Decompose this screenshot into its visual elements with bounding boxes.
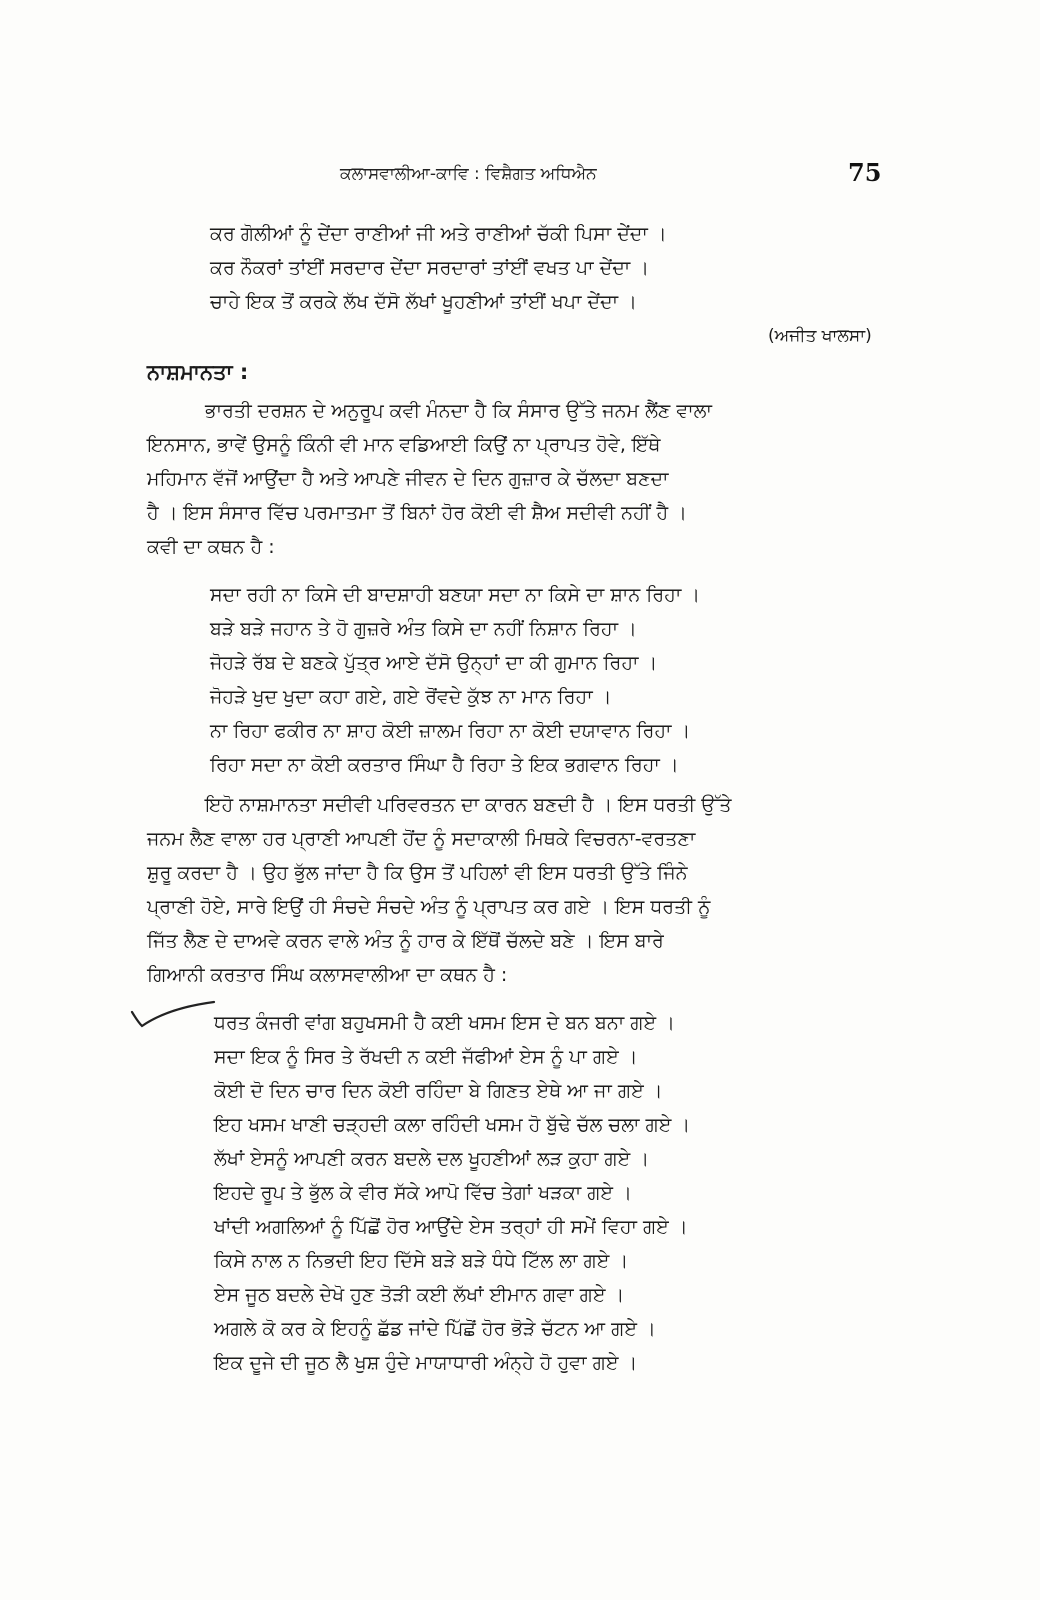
verse-line: ਬੜੇ ਬੜੇ ਜਹਾਨ ਤੇ ਹੋ ਗੁਜ਼ਰੇ ਅੰਤ ਕਿਸੇ ਦਾ ਨਹੀਂ ਨਿਸ਼ਾਨ ਰਿਹਾ । (210, 618, 637, 640)
verse-line: ਚਾਹੇ ਇਕ ਤੋਂ ਕਰਕੇ ਲੱਖ ਦੱਸੋ ਲੱਖਾਂ ਖੂਹਣੀਆਂ ਤਾਂਈਂ ਖਪਾ ਦੇਂਦਾ । (210, 291, 637, 313)
verse-line: ਕਰ ਨੌਕਰਾਂ ਤਾਂਈਂ ਸਰਦਾਰ ਦੇਂਦਾ ਸਰਦਾਰਾਂ ਤਾਂਈਂ ਵਖਤ ਪਾ ਦੇਂਦਾ । (210, 257, 650, 279)
verse-line: ਕੋਈ ਦੋ ਦਿਨ ਚਾਰ ਦਿਨ ਕੋਈ ਰਹਿੰਦਾ ਬੇ ਗਿਣਤ ਏਥੇ ਆ ਜਾ ਗਏ । (214, 1080, 663, 1102)
verse-line: ਏਸ ਜੂਠ ਬਦਲੇ ਦੇਖੋ ਹੁਣ ਤੋੜੀ ਕਈ ਲੱਖਾਂ ਈਮਾਨ ਗਵਾ ਗਏ । (214, 1284, 625, 1306)
verse-line: ਨਾ ਰਿਹਾ ਫਕੀਰ ਨਾ ਸ਼ਾਹ ਕੋਈ ਜ਼ਾਲਮ ਰਿਹਾ ਨਾ ਕੋਈ ਦਯਾਵਾਨ ਰਿਹਾ । (210, 720, 691, 742)
paragraph-line: ਜਿੱਤ ਲੈਣ ਦੇ ਦਾਅਵੇ ਕਰਨ ਵਾਲੇ ਅੰਤ ਨੂੰ ਹਾਰ ਕੇ ਇੱਥੋਂ ਚੱਲਦੇ ਬਣੇ । ਇਸ ਬਾਰੇ (147, 930, 664, 952)
paragraph-line: ਗਿਆਨੀ ਕਰਤਾਰ ਸਿੰਘ ਕਲਾਸਵਾਲੀਆ ਦਾ ਕਥਨ ਹੈ : (147, 964, 508, 986)
verse-line: ਖਾਂਦੀ ਅਗਲਿਆਂ ਨੂੰ ਪਿੱਛੋਂ ਹੋਰ ਆਉਂਦੇ ਏਸ ਤਰ੍ਹਾਂ ਹੀ ਸਮੇਂ ਵਿਹਾ ਗਏ । (214, 1216, 688, 1238)
handwritten-checkmark-icon (128, 1000, 218, 1034)
paragraph-2 (147, 788, 731, 992)
verse-quote-2 (210, 578, 700, 782)
paragraph-line: ਮਹਿਮਾਨ ਵੱਜੋਂ ਆਉਂਦਾ ਹੈ ਅਤੇ ਆਪਣੇ ਜੀਵਨ ਦੇ ਦਿਨ ਗੁਜ਼ਾਰ ਕੇ ਚੱਲਦਾ ਬਣਦਾ (147, 468, 669, 490)
section-heading: ਨਾਸ਼ਮਾਨਤਾ : (147, 360, 249, 384)
paragraph-line: ਜਨਮ ਲੈਣ ਵਾਲਾ ਹਰ ਪ੍ਰਾਣੀ ਆਪਣੀ ਹੋਂਦ ਨੂੰ ਸਦਾਕਾਲੀ ਮਿਥਕੇ ਵਿਚਰਨਾ-ਵਰਤਣਾ (147, 828, 696, 850)
verse-line: ਇਹ ਖਸਮ ਖਾਣੀ ਚੜ੍ਹਦੀ ਕਲਾ ਰਹਿੰਦੀ ਖਸਮ ਹੋ ਬੁੱਢੇ ਚੱਲ ਚਲਾ ਗਏ । (214, 1114, 691, 1136)
verse-line: ਕਰ ਗੋਲੀਆਂ ਨੂੰ ਦੇਂਦਾ ਰਾਣੀਆਂ ਜੀ ਅਤੇ ਰਾਣੀਆਂ ਚੱਕੀ ਪਿਸਾ ਦੇਂਦਾ । (210, 223, 667, 245)
verse-line: ਧਰਤ ਕੰਜਰੀ ਵਾਂਗ ਬਹੁਖਸਮੀ ਹੈ ਕਈ ਖਸਮ ਇਸ ਦੇ ਬਨ ਬਨਾ ਗਏ । (214, 1012, 675, 1034)
running-title: ਕਲਾਸਵਾਲੀਆ-ਕਾਵਿ : ਵਿਸ਼ੈਗਤ ਅਧਿਐਨ (340, 164, 597, 184)
verse-source-citation: (ਅਜੀਤ ਖਾਲਸਾ) (768, 326, 872, 346)
verse-line: ਇਹਦੇ ਰੂਪ ਤੇ ਭੁੱਲ ਕੇ ਵੀਰ ਸੱਕੇ ਆਪੋ ਵਿੱਚ ਤੇਗਾਂ ਖੜਕਾ ਗਏ । (214, 1182, 632, 1204)
paragraph-line: ਇਹੋ ਨਾਸ਼ਮਾਨਤਾ ਸਦੀਵੀ ਪਰਿਵਰਤਨ ਦਾ ਕਾਰਨ ਬਣਦੀ ਹੈ । ਇਸ ਧਰਤੀ ਉੱਤੇ (205, 794, 732, 816)
verse-line: ਇਕ ਦੂਜੇ ਦੀ ਜੂਠ ਲੈ ਖੁਸ਼ ਹੁੰਦੇ ਮਾਯਾਧਾਰੀ ਅੰਨ੍ਹੇ ਹੋ ਹੁਵਾ ਗਏ । (214, 1352, 638, 1374)
verse-line: ਜੋਹੜੇ ਰੱਬ ਦੇ ਬਣਕੇ ਪੁੱਤ੍ਰ ਆਏ ਦੱਸੋ ਉਨ੍ਹਾਂ ਦਾ ਕੀ ਗੁਮਾਨ ਰਿਹਾ । (210, 652, 658, 674)
paragraph-line: ਪ੍ਰਾਣੀ ਹੋਏ, ਸਾਰੇ ਇਉਂ ਹੀ ਸੰਚਦੇ ਸੰਚਦੇ ਅੰਤ ਨੂੰ ਪ੍ਰਾਪਤ ਕਰ ਗਏ । ਇਸ ਧਰਤੀ ਨੂੰ (147, 896, 711, 918)
verse-line: ਰਿਹਾ ਸਦਾ ਨਾ ਕੋਈ ਕਰਤਾਰ ਸਿੰਘਾ ਹੈ ਰਿਹਾ ਤੇ ਇਕ ਭਗਵਾਨ ਰਿਹਾ । (210, 754, 679, 776)
paragraph-line: ਇਨਸਾਨ, ਭਾਵੇਂ ਉਸਨੂੰ ਕਿੰਨੀ ਵੀ ਮਾਨ ਵਡਿਆਈ ਕਿਉਂ ਨਾ ਪ੍ਰਾਪਤ ਹੋਵੇ, ਇੱਥੇ (147, 434, 661, 456)
paragraph-line: ਹੈ । ਇਸ ਸੰਸਾਰ ਵਿੱਚ ਪਰਮਾਤਮਾ ਤੋਂ ਬਿਨਾਂ ਹੋਰ ਕੋਈ ਵੀ ਸ਼ੈਅ ਸਦੀਵੀ ਨਹੀਂ ਹੈ । (147, 502, 687, 524)
verse-line: ਸਦਾ ਰਹੀ ਨਾ ਕਿਸੇ ਦੀ ਬਾਦਸ਼ਾਹੀ ਬਣਯਾ ਸਦਾ ਨਾ ਕਿਸੇ ਦਾ ਸ਼ਾਨ ਰਿਹਾ । (210, 584, 701, 606)
paragraph-1 (147, 394, 712, 564)
verse-line: ਕਿਸੇ ਨਾਲ ਨ ਨਿਭਦੀ ਇਹ ਦਿੱਸੇ ਬੜੇ ਬੜੇ ਧੰਧੇ ਟਿੱਲ ਲਾ ਗਏ । (214, 1250, 629, 1272)
paragraph-line: ਭਾਰਤੀ ਦਰਸ਼ਨ ਦੇ ਅਨੁਰੂਪ ਕਵੀ ਮੰਨਦਾ ਹੈ ਕਿ ਸੰਸਾਰ ਉੱਤੇ ਜਨਮ ਲੈਂਣ ਵਾਲਾ (205, 400, 712, 422)
verse-quote-3 (214, 1006, 690, 1380)
paragraph-line: ਕਵੀ ਦਾ ਕਥਨ ਹੈ : (147, 536, 275, 558)
verse-line: ਸਦਾ ਇਕ ਨੂੰ ਸਿਰ ਤੇ ਰੱਖਦੀ ਨ ਕਈ ਜੱਫੀਆਂ ਏਸ ਨੂੰ ਪਾ ਗਏ । (214, 1046, 638, 1068)
verse-quote-1 (210, 217, 667, 319)
running-header (0, 158, 1040, 192)
verse-line: ਅਗਲੇ ਕੋ ਕਰ ਕੇ ਇਹਨੂੰ ਛੱਡ ਜਾਂਦੇ ਪਿੱਛੋਂ ਹੋਰ ਭੋੜੇ ਚੱਟਨ ਆ ਗਏ । (214, 1318, 656, 1340)
paragraph-line: ਸ਼ੁਰੂ ਕਰਦਾ ਹੈ । ਉਹ ਭੁੱਲ ਜਾਂਦਾ ਹੈ ਕਿ ਉਸ ਤੋਂ ਪਹਿਲਾਂ ਵੀ ਇਸ ਧਰਤੀ ਉੱਤੇ ਜਿੰਨੇ (147, 862, 688, 884)
page-number: 75 (848, 158, 882, 187)
verse-line: ਜੋਹੜੇ ਖੁਦ ਖੁਦਾ ਕਹਾ ਗਏ, ਗਏ ਰੋਂਵਦੇ ਕੁੱਝ ਨਾ ਮਾਨ ਰਿਹਾ । (210, 686, 612, 708)
verse-line: ਲੱਖਾਂ ਏਸਨੂੰ ਆਪਣੀ ਕਰਨ ਬਦਲੇ ਦਲ ਖੂਹਣੀਆਂ ਲੜ ਕੁਹਾ ਗਏ । (214, 1148, 650, 1170)
